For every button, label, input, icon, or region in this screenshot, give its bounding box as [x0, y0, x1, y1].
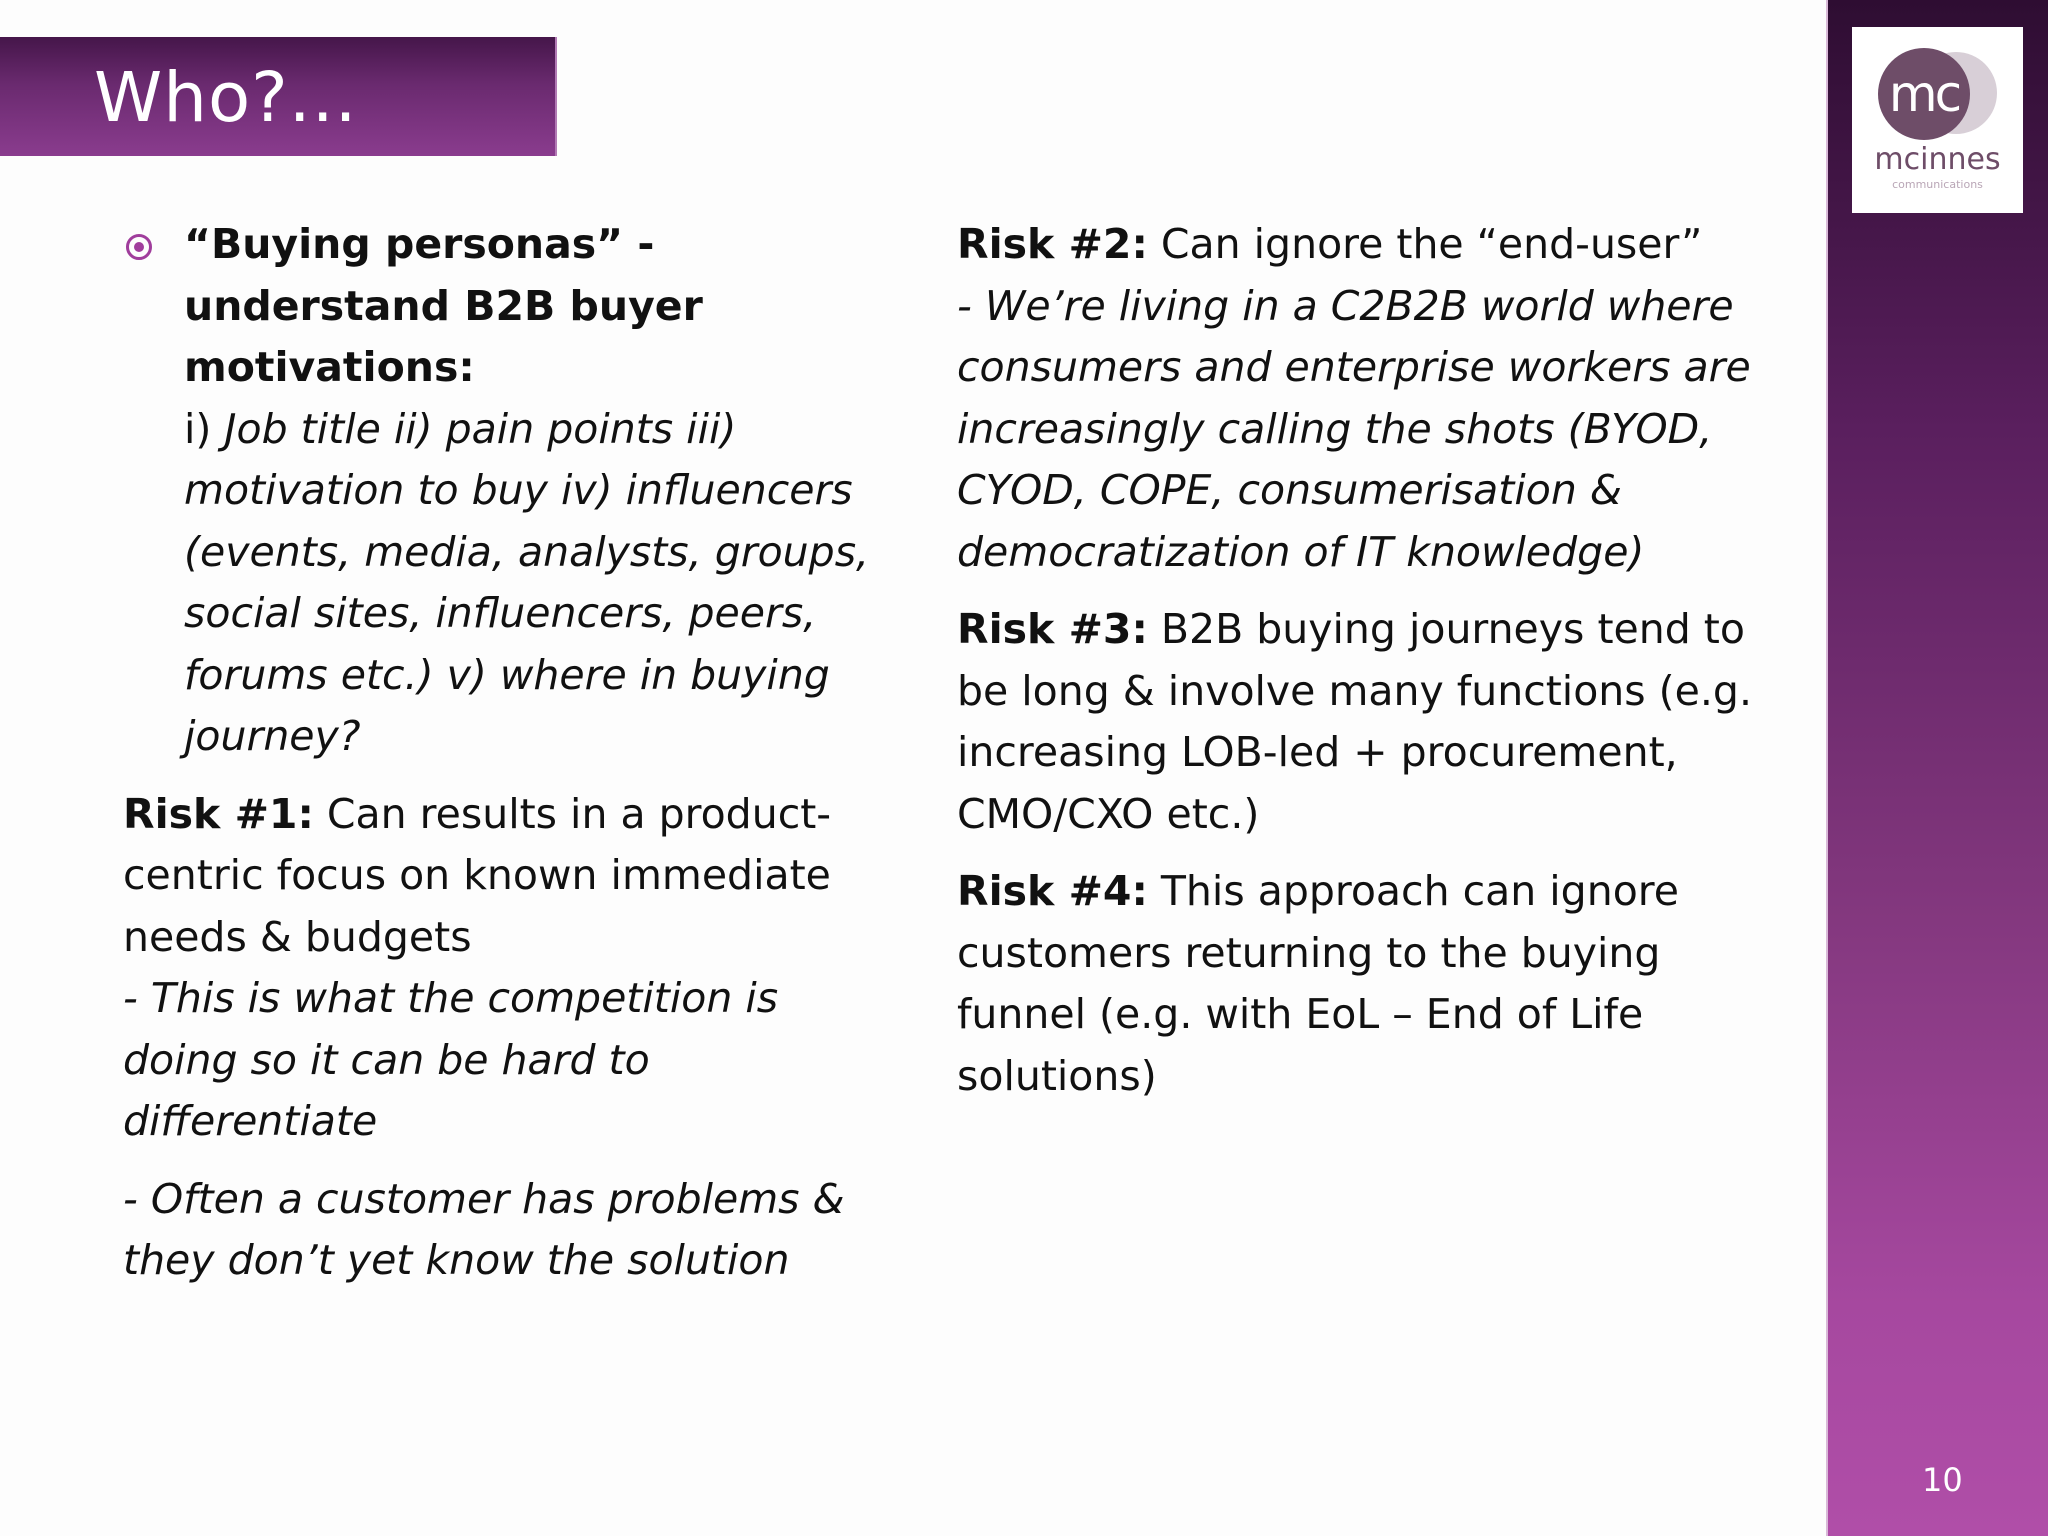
right-column	[957, 214, 1777, 1123]
risk-2-note	[957, 276, 1777, 584]
risk-4	[957, 861, 1777, 1107]
risk-1	[123, 784, 893, 969]
bullet-buying-personas	[123, 214, 893, 768]
risk-2	[957, 214, 1777, 276]
decorative-sidebar	[1826, 0, 2048, 1536]
risk-1-note-1-text: - This is what the competition is doing so it can be hard to differentiate	[123, 974, 779, 1145]
risk-1-note-2	[123, 1169, 893, 1292]
risk-3	[957, 599, 1777, 845]
bullet-heading: “Buying personas” - understand B2B buyer motivations:	[184, 220, 703, 391]
left-column	[123, 214, 893, 1308]
risk-3-text: B2B buying journeys tend to be long & involve many functions (e.g. increasing LOB-led + procurement, CMO/CXO etc.)	[957, 605, 1752, 838]
risk-4-text: This approach can ignore customers returning to the buying funnel (e.g. with EoL – End of Life solutions)	[957, 867, 1679, 1100]
risk-2-note-text: - We’re living in a C2B2B world where consumers and enterprise workers are increasingly calling the shots (BYOD, CYOD, COPE, consumerisation & democratization of IT knowledge)	[957, 281, 1751, 576]
page-number: 10	[1922, 1461, 1963, 1499]
risk-2-text: Can ignore the “end-user”	[1147, 220, 1703, 268]
risk-1-note-2-text: - Often a customer has problems & they don’t yet know the solution	[123, 1174, 845, 1284]
risk-1-note-1	[123, 968, 893, 1153]
title-bar	[0, 37, 557, 156]
risk-1-text: Can results in a product-centric focus on known immediate needs & budgets	[123, 789, 832, 961]
logo-mark: mc	[1888, 65, 1960, 123]
risk-3-label: Risk #3:	[957, 605, 1148, 653]
risk-4-label: Risk #4:	[957, 867, 1148, 915]
company-logo	[1852, 27, 2023, 213]
risk-2-label: Risk #2:	[957, 220, 1148, 268]
slide-title: Who?...	[94, 58, 358, 138]
bullet-icon	[126, 234, 152, 260]
bullet-detail: Job title ii) pain points iii) motivation to buy iv) influencers (events, media, analysts, groups, social sites, influencers, peers, forums etc.) v) where in buying journey?	[184, 404, 870, 760]
logo-name: mcinnes	[1874, 142, 2001, 177]
bullet-lead: i)	[184, 404, 225, 453]
logo-subtitle: communications	[1892, 178, 1983, 191]
risk-1-label: Risk #1:	[123, 789, 314, 838]
